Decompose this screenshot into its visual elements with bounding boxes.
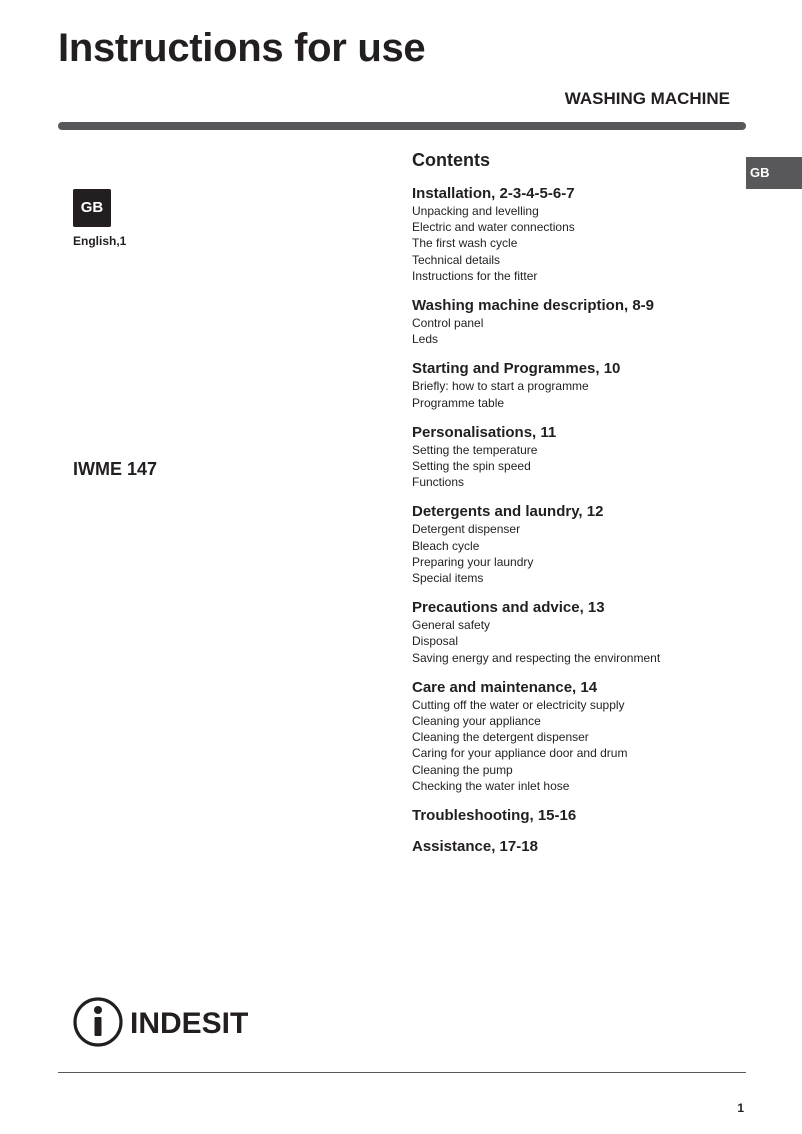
language-badge[interactable]: GB <box>73 189 111 227</box>
brand-name: INDESIT <box>130 1007 249 1040</box>
language-side-tab[interactable]: GB <box>746 157 802 189</box>
section-item[interactable]: Cutting off the water or electricity supply <box>412 697 625 712</box>
section-item[interactable]: Preparing your laundry <box>412 554 534 569</box>
section-title[interactable]: Care and maintenance, 14 <box>412 678 598 696</box>
section-item[interactable]: Detergent dispenser <box>412 522 521 537</box>
page-title: Instructions for use <box>58 26 426 70</box>
contents-section <box>412 679 742 794</box>
section-item[interactable]: Saving energy and respecting the environment <box>412 650 661 665</box>
section-item[interactable]: Bleach cycle <box>412 538 480 553</box>
section-item[interactable]: Setting the temperature <box>412 442 538 457</box>
top-divider <box>58 122 746 130</box>
section-item[interactable]: Technical details <box>412 252 501 267</box>
page-number: 1 <box>737 1101 744 1115</box>
contents-heading: Contents <box>412 150 490 170</box>
section-item[interactable]: Electric and water connections <box>412 220 575 235</box>
section-item[interactable]: The first wash cycle <box>412 236 518 251</box>
section-item[interactable]: Cleaning the pump <box>412 762 513 777</box>
contents-section <box>412 807 742 825</box>
section-title[interactable]: Starting and Programmes, 10 <box>412 360 621 378</box>
section-item[interactable]: Instructions for the fitter <box>412 268 538 283</box>
bottom-divider <box>58 1072 746 1073</box>
contents-section <box>412 599 742 666</box>
contents-sections <box>412 185 742 856</box>
section-item[interactable]: Programme table <box>412 395 505 410</box>
section-item[interactable]: Functions <box>412 475 465 490</box>
contents-section <box>412 503 742 586</box>
section-item[interactable]: Unpacking and levelling <box>412 204 539 218</box>
language-label: English,1 <box>73 234 127 248</box>
section-item[interactable]: Cleaning your appliance <box>412 714 541 729</box>
model-number: IWME 147 <box>73 459 158 479</box>
product-type-subtitle: WASHING MACHINE <box>564 89 730 108</box>
section-item[interactable]: Briefly: how to start a programme <box>412 379 589 394</box>
section-title[interactable]: Installation, 2-3-4-5-6-7 <box>412 185 575 202</box>
section-item[interactable]: Disposal <box>412 634 459 649</box>
indesit-logo <box>72 996 272 1053</box>
section-item[interactable]: Checking the water inlet hose <box>412 778 570 793</box>
contents-section <box>412 838 742 856</box>
section-item[interactable]: Leds <box>412 332 439 347</box>
section-item[interactable]: Setting the spin speed <box>412 459 531 474</box>
contents-section <box>412 360 742 410</box>
section-title[interactable]: Detergents and laundry, 12 <box>412 503 604 521</box>
indesit-logo-graphic <box>72 996 272 1048</box>
section-title[interactable]: Precautions and advice, 13 <box>412 599 605 617</box>
contents-section <box>412 424 742 491</box>
section-item[interactable]: Control panel <box>412 316 484 331</box>
section-title[interactable]: Washing machine description, 8-9 <box>412 297 654 315</box>
contents-section <box>412 297 742 347</box>
section-title[interactable]: Troubleshooting, 15-16 <box>412 807 577 825</box>
table-of-contents <box>412 150 742 869</box>
section-item[interactable]: Cleaning the detergent dispenser <box>412 730 589 745</box>
section-item[interactable]: Special items <box>412 571 484 586</box>
section-title[interactable]: Assistance, 17-18 <box>412 838 538 856</box>
section-title[interactable]: Personalisations, 11 <box>412 423 557 441</box>
section-item[interactable]: General safety <box>412 618 491 633</box>
section-item[interactable]: Caring for your appliance door and drum <box>412 746 628 761</box>
contents-section <box>412 185 742 284</box>
